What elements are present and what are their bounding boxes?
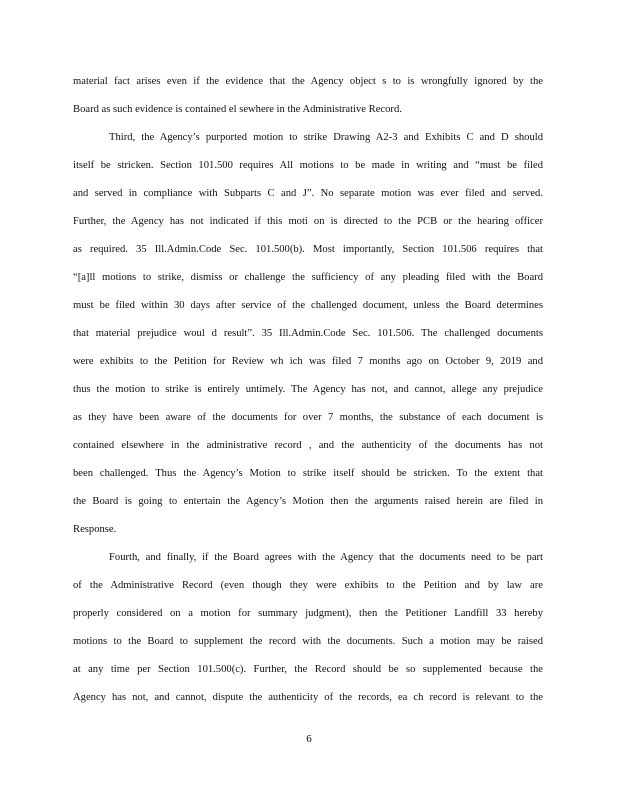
text-line: Third, the Agency’s purported motion to strike Drawing A2-3 and Exhibits C and D should [109, 132, 543, 143]
text-line: contained elsewhere in the administrative record , and the authenticity of the documents has not [73, 440, 543, 451]
body-text [73, 68, 543, 712]
text-line: and served in compliance with Subparts C and J”. No separate motion was ever filed and served. [73, 188, 543, 199]
text-line: were exhibits to the Petition for Review wh ich was filed 7 months ago on October 9, 2019 and [73, 356, 543, 367]
text-line: motions to the Board to supplement the record with the documents. Such a motion may be raised [73, 636, 543, 647]
text-line: Further, the Agency has not indicated if this moti on is directed to the PCB or the hearing officer [73, 216, 543, 227]
text-line: Agency has not, and cannot, dispute the authenticity of the records, ea ch record is relevant to the [73, 692, 543, 703]
text-line: material fact arises even if the evidence that the Agency object s to is wrongfully ignored by the [73, 76, 543, 87]
text-line: as they have been aware of the documents for over 7 months, the substance of each document is [73, 412, 543, 423]
text-line: at any time per Section 101.500(c). Further, the Record should be so supplemented because the [73, 664, 543, 675]
text-line: of the Administrative Record (even though they were exhibits to the Petition and by law are [73, 580, 543, 591]
text-line: that material prejudice woul d result”. 35 Ill.Admin.Code Sec. 101.506. The challenged documents [73, 328, 543, 339]
text-line: Fourth, and finally, if the Board agrees with the Agency that the documents need to be part [109, 552, 543, 563]
text-line: been challenged. Thus the Agency’s Motion to strike itself should be stricken. To the extent that [73, 468, 543, 479]
text-line: Response. [73, 524, 117, 535]
text-line: thus the motion to strike is entirely untimely. The Agency has not, and cannot, allege any prejudice [73, 384, 543, 395]
text-line: Board as such evidence is contained el sewhere in the Administrative Record. [73, 104, 402, 115]
page-number: 6 [306, 733, 312, 745]
text-line: properly considered on a motion for summary judgment), then the Petitioner Landfill 33 hereby [73, 608, 543, 619]
text-line: the Board is going to entertain the Agency’s Motion then the arguments raised herein are filed in [73, 496, 543, 507]
text-line: “[a]ll motions to strike, dismiss or challenge the sufficiency of any pleading filed with the Board [73, 272, 543, 283]
text-line: itself be stricken. Section 101.500 requires All motions to be made in writing and “must be filed [73, 160, 543, 171]
text-line: as required. 35 Ill.Admin.Code Sec. 101.500(b). Most importantly, Section 101.506 requires that [73, 244, 543, 255]
text-line: must be filed within 30 days after service of the challenged document, unless the Board determines [73, 300, 543, 311]
